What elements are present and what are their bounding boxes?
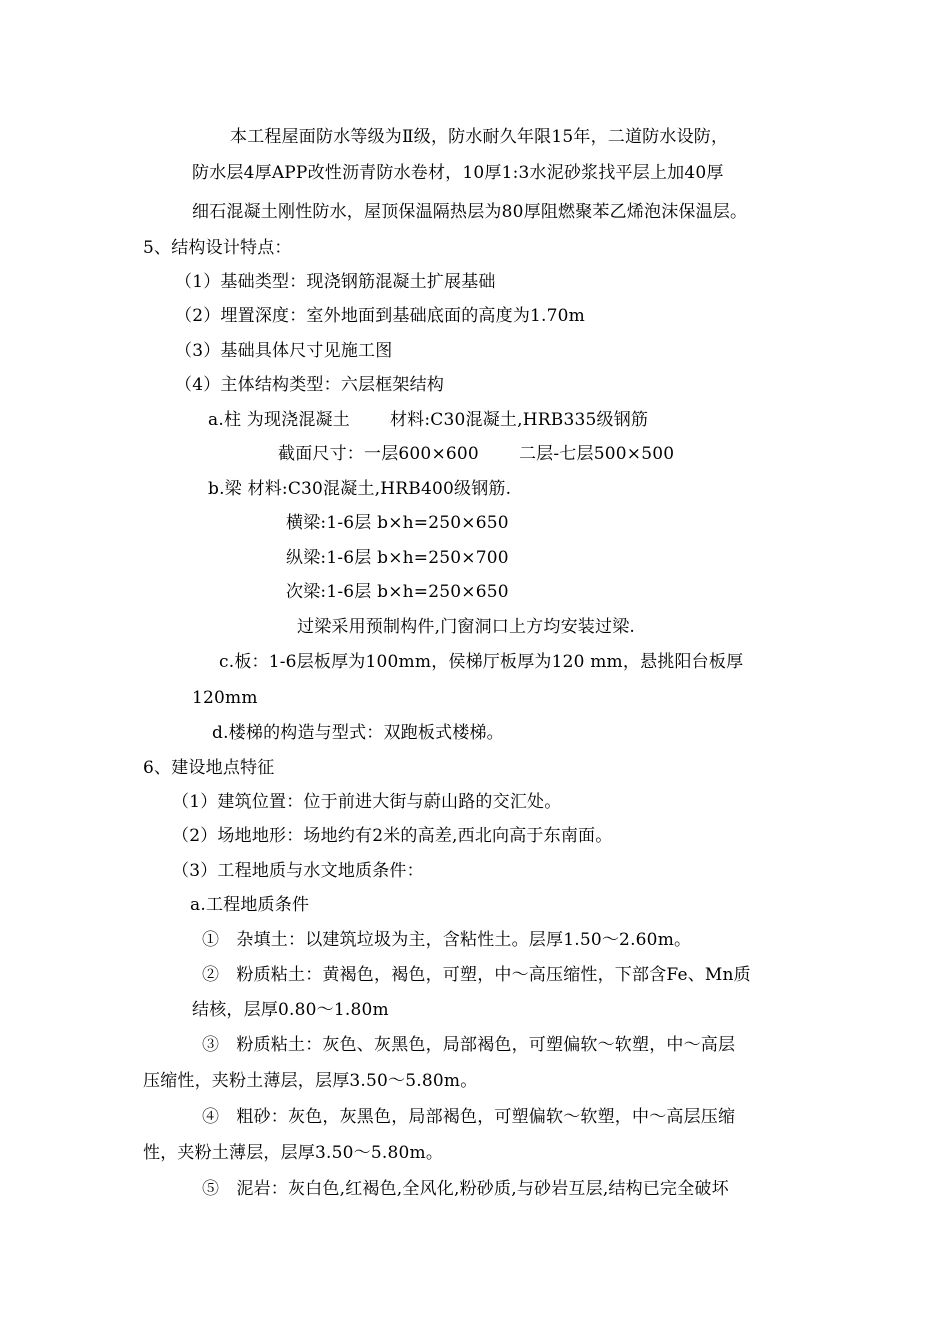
list-item: （2）场地地形：场地约有2米的高差,西北向高于东南面。 [172, 826, 613, 846]
section-heading: 6、建设地点特征 [143, 758, 275, 778]
soil-layer: ③ 粉质粘土：灰色、灰黑色，局部褐色，可塑偏软～软塑，中～高层 [202, 1035, 736, 1055]
soil-layer-cont: 结核，层厚0.80～1.80m [192, 1000, 389, 1020]
slab-spec-cont: 120mm [192, 688, 258, 708]
stair-spec: d.楼梯的构造与型式：双跑板式楼梯。 [212, 723, 504, 743]
beam-dimension: 次梁:1-6层 b×h=250×650 [286, 582, 509, 602]
column-section-size [278, 442, 674, 466]
list-item: （3）工程地质与水文地质条件： [172, 861, 424, 881]
section-size-upper-floors: 二层-七层500×500 [518, 444, 675, 464]
lintel-note: 过梁采用预制构件,门窗洞口上方均安装过梁. [297, 617, 636, 637]
list-item: （3）基础具体尺寸见施工图 [175, 341, 393, 361]
soil-layer: ④ 粗砂：灰色，灰黑色，局部褐色，可塑偏软～软塑，中～高层压缩 [202, 1107, 736, 1127]
column-type: a.柱 为现浇混凝土 [208, 410, 350, 430]
list-item: （2）埋置深度：室外地面到基础底面的高度为1.70m [175, 306, 585, 326]
beam-spec: b.梁 材料:C30混凝土,HRB400级钢筋. [208, 479, 512, 499]
soil-layer: ⑤ 泥岩：灰白色,红褐色,全风化,粉砂质,与砂岩互层,结构已完全破坏 [202, 1179, 729, 1199]
column-material: 材料:C30混凝土,HRB335级钢筋 [389, 410, 649, 430]
beam-dimension: 纵梁:1-6层 b×h=250×700 [286, 548, 509, 568]
soil-layer: ② 粉质粘土：黄褐色，褐色，可塑，中～高压缩性，下部含Fe、Mn质 [202, 965, 751, 985]
column-spec [208, 408, 648, 432]
paragraph-line: 防水层4厚APP改性沥青防水卷材，10厚1:3水泥砂浆找平层上加40厚 [192, 163, 724, 183]
paragraph-line: 本工程屋面防水等级为Ⅱ级，防水耐久年限15年，二道防水设防， [230, 127, 729, 147]
list-item: （4）主体结构类型：六层框架结构 [175, 375, 445, 395]
list-item: （1）建筑位置：位于前进大街与蔚山路的交汇处。 [172, 792, 562, 812]
beam-dimension: 横梁:1-6层 b×h=250×650 [286, 513, 509, 533]
slab-spec: c.板：1-6层板厚为100mm，侯梯厅板厚为120 mm，悬挑阳台板厚 [219, 652, 744, 672]
soil-layer: ① 杂填土：以建筑垃圾为主，含粘性土。层厚1.50～2.60m。 [202, 930, 692, 950]
sub-heading: a.工程地质条件 [190, 895, 310, 915]
paragraph-line: 细石混凝土刚性防水，屋顶保温隔热层为80厚阻燃聚苯乙烯泡沫保温层。 [192, 202, 748, 222]
section-heading: 5、结构设计特点： [143, 238, 292, 258]
soil-layer-cont: 压缩性，夹粉土薄层，层厚3.50～5.80m。 [143, 1071, 478, 1091]
list-item: （1）基础类型：现浇钢筋混凝土扩展基础 [175, 272, 496, 292]
section-size-first-floor: 截面尺寸：一层600×600 [278, 444, 479, 464]
soil-layer-cont: 性，夹粉土薄层，层厚3.50～5.80m。 [143, 1143, 444, 1163]
